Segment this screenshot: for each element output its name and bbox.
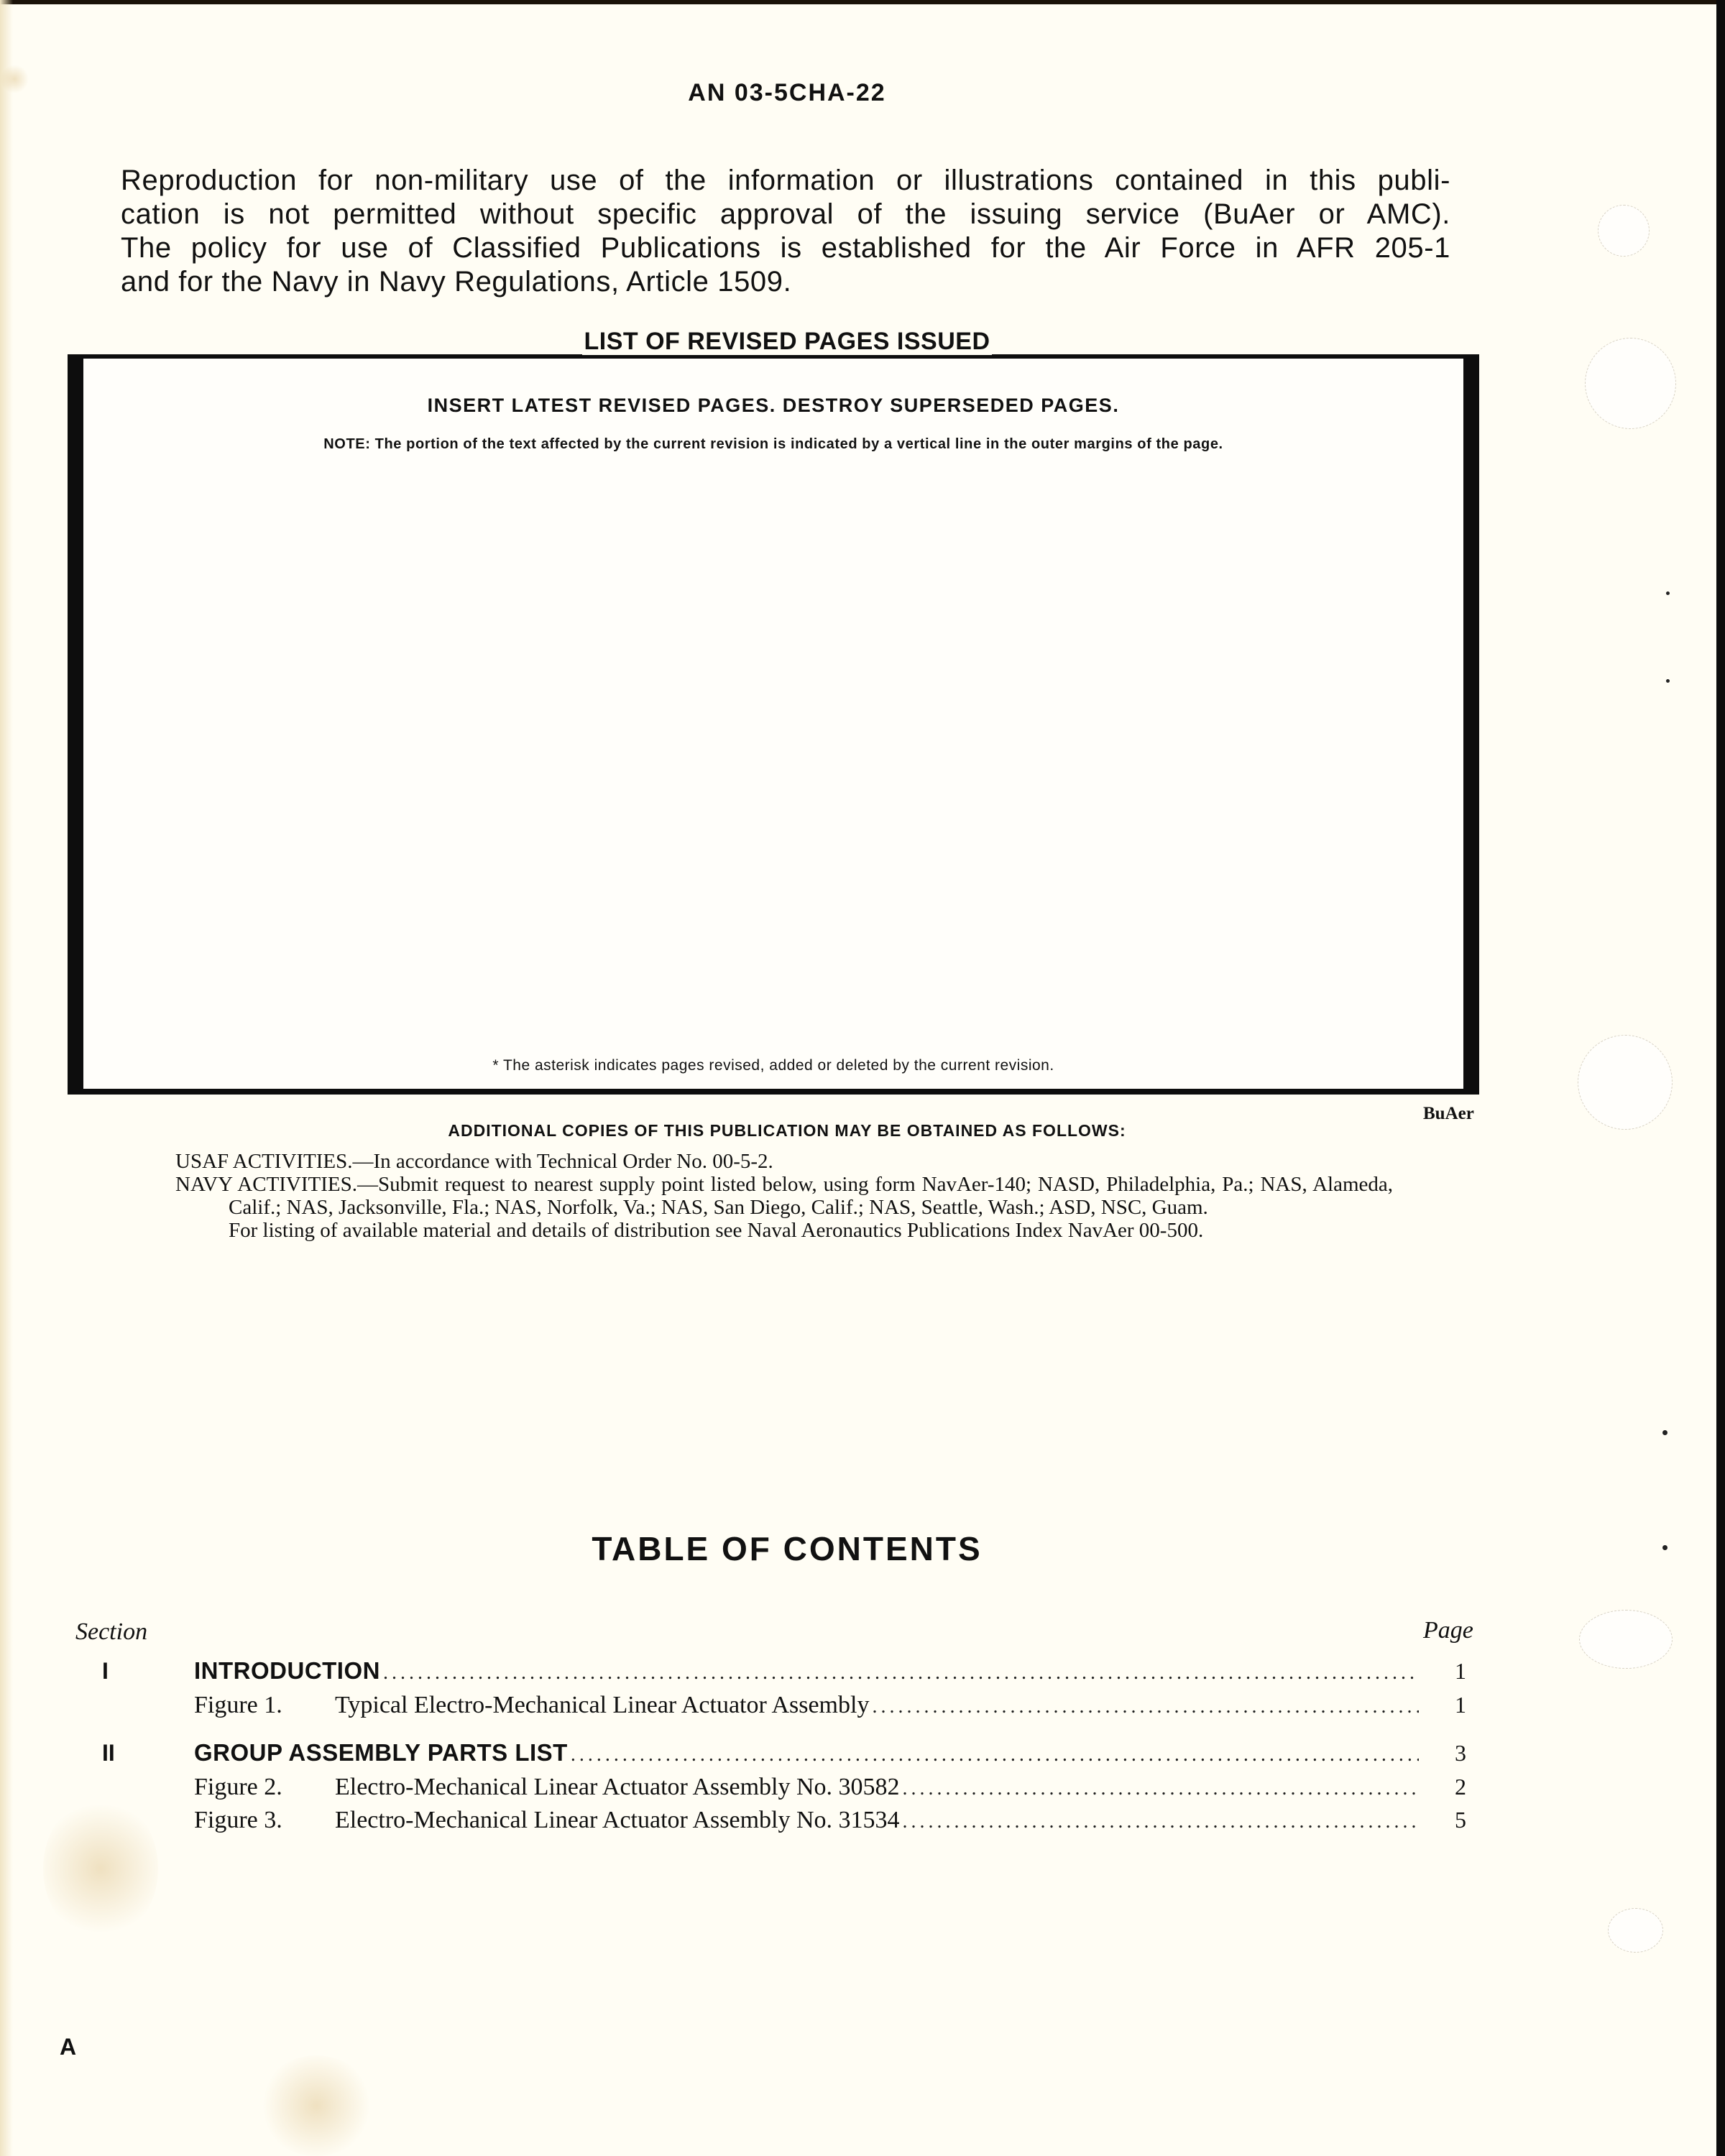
punch-hole [1579,1610,1673,1669]
revised-pages-heading-text: LIST OF REVISED PAGES ISSUED [584,328,990,355]
figure-number: Figure 1. [194,1692,282,1718]
notice-line: cation is not permitted without specific approval of the issuing service (BuAer or AMC). [121,198,1450,230]
toc-entry-label [194,1807,900,1834]
toc-entry-label [194,1692,869,1719]
dot-leader [872,1695,1419,1718]
toc-title: TABLE OF CONTENTS [592,1530,983,1567]
usaf-activities: USAF ACTIVITIES.—In accordance with Technical Order No. 00-5-2. [175,1150,773,1173]
punch-hole [1585,338,1676,429]
scan-edge-right [1716,0,1725,2156]
toc-entry-label [194,1774,900,1801]
dot-leader [903,1810,1419,1833]
figure-title: Electro-Mechanical Linear Actuator Assembly No. 31534 [335,1807,900,1833]
toc-entry-figure-2[interactable] [72,1774,1473,1807]
navy-activities: NAVY ACTIVITIES.—Submit request to nearest supply point listed below, using form NavAer-140; NASD, Philadelphia, Pa.; NAS, Alameda, Calif.; NAS, Jacksonville, Fla.; NAS, Norfolk, Va.; NAS, San Diego, Calif.; NAS, Seattle, Wash.; ASD, NSC, Guam. [175,1173,1393,1219]
paper-stain [259,2055,374,2156]
notice-line: The policy for use of Classified Publications is established for the Air Force in AFR 205-1 [121,232,1450,264]
toc-page-number: 3 [1455,1740,1466,1766]
notice-line: Reproduction for non-military use of the information or illustrations contained in this publi- [121,165,1450,196]
toc-section-number: I [102,1658,109,1684]
toc-page-number: 2 [1455,1774,1466,1800]
revised-pages-box [68,354,1479,1095]
toc-entry-figure-3[interactable] [72,1807,1473,1840]
toc-entry-label: GROUP ASSEMBLY PARTS LIST [194,1739,568,1766]
issuing-authority: BuAer [1423,1104,1474,1123]
punch-hole [1608,1908,1663,1953]
toc-entry-figure-1[interactable] [72,1692,1473,1725]
additional-copies-heading: ADDITIONAL COPIES OF THIS PUBLICATION MAY BE OBTAINED AS FOLLOWS: [448,1121,1126,1140]
toc-page-number: 1 [1455,1692,1466,1718]
asterisk-footnote: * The asterisk indicates pages revised, added or deleted by the current revision. [492,1057,1054,1074]
toc-section-header: Section [75,1618,148,1645]
toc-entry-label: INTRODUCTION [194,1657,380,1684]
toc-entry-group-assembly-parts-list[interactable] [72,1739,1473,1772]
page-letter: A [60,2034,77,2060]
toc-page-number: 5 [1455,1807,1466,1833]
print-speck [1662,1545,1668,1550]
punch-hole [1598,205,1650,257]
revision-note: NOTE: The portion of the text affected by the current revision is indicated by a vertical line in the outer margins of the page. [323,436,1223,452]
additional-copies-body [175,1150,1393,1242]
toc-section-number: II [102,1740,115,1766]
dot-leader [571,1743,1419,1766]
figure-number: Figure 3. [194,1807,282,1833]
figure-number: Figure 2. [194,1774,282,1800]
figure-title: Electro-Mechanical Linear Actuator Assembly No. 30582 [335,1774,900,1800]
toc-entry-introduction[interactable] [72,1657,1473,1690]
dot-leader [903,1777,1419,1800]
reproduction-notice [121,164,1450,299]
revised-pages-heading [0,328,1574,356]
document-number: AN 03-5CHA-22 [688,79,886,106]
toc-page-number: 1 [1455,1658,1466,1684]
distribution-listing: For listing of available material and details of distribution see Naval Aeronautics Publications Index NavAer 00-500. [229,1219,1204,1242]
print-speck [1662,1430,1668,1435]
print-speck [1666,679,1670,683]
punch-hole [1578,1035,1673,1130]
scan-edge-left [0,0,13,2156]
revised-pages-instruction: INSERT LATEST REVISED PAGES. DESTROY SUPERSEDED PAGES. [427,395,1120,416]
figure-title: Typical Electro-Mechanical Linear Actuator Assembly [335,1692,870,1718]
print-speck [1666,591,1670,595]
scan-edge-top [0,0,1725,4]
notice-line: and for the Navy in Navy Regulations, Article 1509. [121,266,792,298]
toc-page-header: Page [1423,1617,1473,1644]
dot-leader [383,1662,1419,1685]
